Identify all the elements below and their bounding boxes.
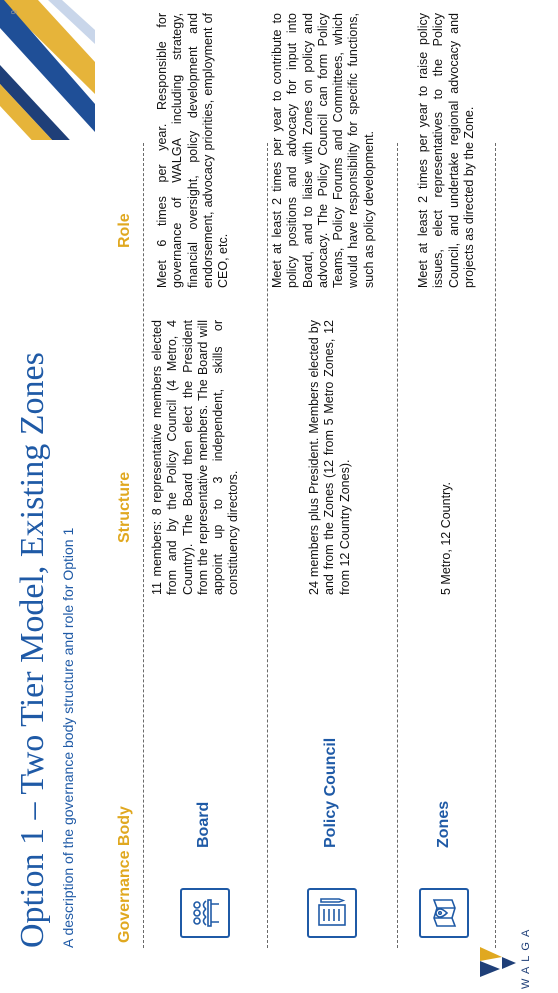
corner-stripes-decoration — [0, 0, 95, 140]
page-title: Option 1 – Two Tier Model, Existing Zones — [14, 352, 51, 948]
page-subtitle: A description of the governance body structure and role for Option 1 — [60, 527, 76, 948]
header-governance-body: Governance Body — [116, 806, 133, 943]
walga-logo-mark — [478, 945, 518, 979]
map-pin-icon — [419, 888, 469, 938]
governance-body-name: Zones — [435, 800, 452, 848]
governance-body-name: Board — [195, 801, 212, 848]
walga-logo-text: WALGA — [520, 924, 532, 989]
header-structure: Structure — [116, 471, 133, 543]
policy-document-icon — [307, 888, 357, 938]
structure-text: 5 Metro, 12 Country. — [439, 481, 453, 595]
table-row — [267, 13, 397, 948]
structure-text: 24 members plus President. Members elected by and from the Zones (12 from 5 Metro Zones, 12 from 12 Country Zones). — [307, 320, 352, 595]
governance-body-name: Policy Council — [322, 737, 339, 848]
role-text: Meet 6 times per year. Responsible for governance of WALGA including strategy, financial oversight, policy development and endorsement, advocacy priorities, employment of CEO, etc. — [155, 13, 231, 288]
role-text: Meet at least 2 times per year to contribute to policy positions and advocacy for input into Board, and to liaise with Zones on policy and advocacy. The Policy Council can form Policy Teams, Policy Forums and Committees, which would have responsibility for specific functions, such as policy development. — [270, 13, 376, 288]
table-divider — [495, 143, 496, 948]
table-row — [143, 13, 267, 948]
role-text: Meet at least 2 times per year to raise policy issues, elect representatives to the Policy Council, and undertake regional advocacy and projects as directed by the Zone. — [416, 13, 476, 288]
table-row — [397, 13, 495, 948]
page-number: 9 — [10, 10, 19, 15]
structure-text: 11 members: 8 representative members elected from and by the Policy Council (4 Metro, 4 Country). The Board then elect the President from the representative members. The Board will appoint up to 3 independent, skills or constituency directors. — [150, 320, 241, 595]
header-role: Role — [116, 213, 133, 248]
board-people-icon — [180, 888, 230, 938]
